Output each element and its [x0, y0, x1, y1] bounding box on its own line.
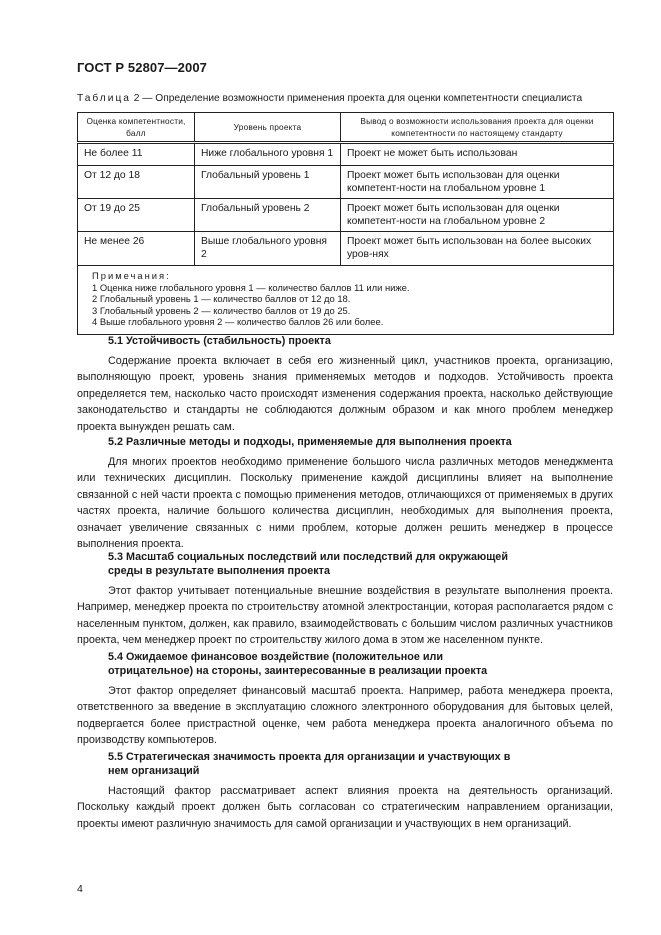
section-body-5-3: Этот фактор учитывает потенциальные внешние воздействия в результате выполнения проекта. Например, менеджер проекта по строительству атомной электростанции, которая располагается рядом с населенным пунктом, должен, как правило, взаимодействовать с большим числом различных участников проекта, чем менеджер проект по строительству жилого дома в этом же населенном пункте. [77, 585, 613, 647]
table-row [78, 143, 614, 166]
section-body-5-2: Для многих проектов необходимо применение большого числа различных методов менеджмента или технических дисциплин. Поскольку применение каждой дисциплины влияет на выполнение связанной с ней части проекта с помощью применения методов, отличающихся от применяемых в других частях проекта, наличие большого количества дисциплин, необходимых для выполнения проекта, означает увеличение связанных с ними проблем, которые должен решить менеджер в процессе выполнения проекта. [77, 456, 613, 551]
cell-score: Не менее 26 [78, 232, 195, 266]
cell-level: Ниже глобального уровня 1 [195, 143, 341, 166]
cell-score: От 19 до 25 [78, 199, 195, 232]
document-header: ГОСТ Р 52807—2007 [77, 60, 207, 75]
table-header-row [78, 113, 614, 143]
note-item: 2 Глобальный уровень 1 — количество баллов от 12 до 18. [92, 293, 351, 305]
section-heading-5-5: 5.5 Стратегическая значимость проекта для организации и участвующих в нем организаций [108, 751, 511, 777]
table-row [78, 166, 614, 199]
notes-title: Примечания: [92, 270, 171, 281]
section-body-5-1: Содержание проекта включает в себя его жизненный цикл, участников проекта, организацию, выполняющую проект, уровень знания применяемых методов и подходов. Устойчивость проекта определяется тем, насколько часто происходят изменения содержания проекта, насколько действующие законодательство и стандарты не соблюдаются должным образом и как много проблем менеджер проекта вынужден решать сам. [77, 355, 613, 433]
table-notes [78, 266, 614, 335]
table-notes-row [78, 266, 614, 335]
cell-score: От 12 до 18 [78, 166, 195, 199]
section-body-5-5: Настоящий фактор рассматривает аспект влияния проекта на деятельность организаций. Поскольку каждый проект должен быть согласован со стратегическим направлением организации, проекты имеют различную значимость для самой организации и участвующих в нем организаций. [77, 785, 613, 830]
section-heading-5-4: 5.4 Ожидаемое финансовое воздействие (положительное или отрицательное) на стороны, заинтересованные в реализации проекта [108, 651, 488, 677]
competence-table [77, 112, 614, 335]
cell-conclusion: Проект не может быть использован [341, 143, 614, 166]
table-caption-label: Таблица [77, 93, 131, 104]
cell-conclusion: Проект может быть использован для оценки компетент-ности на глобальном уровне 1 [341, 166, 614, 199]
section-heading-5-2: 5.2 Различные методы и подходы, применяемые для выполнения проекта [108, 436, 512, 448]
cell-level: Глобальный уровень 2 [195, 199, 341, 232]
table-caption-text: 2 — Определение возможности применения проекта для оценки компетентности специалиста [130, 93, 583, 104]
cell-conclusion: Проект может быть использован для оценки компетент-ности на глобальном уровне 2 [341, 199, 614, 232]
table-row [78, 199, 614, 232]
table-row [78, 232, 614, 266]
column-header-conclusion: Вывод о возможности использования проекта для оценки компетентности по настоящему стандарту [341, 113, 614, 143]
cell-level: Глобальный уровень 1 [195, 166, 341, 199]
section-heading-5-1: 5.1 Устойчивость (стабильность) проекта [108, 335, 331, 347]
column-header-level: Уровень проекта [195, 113, 341, 143]
note-item: 1 Оценка ниже глобального уровня 1 — количество баллов 11 или ниже. [92, 281, 410, 293]
cell-conclusion: Проект может быть использован на более высоких уров-нях [341, 232, 614, 266]
cell-score: Не более 11 [78, 143, 195, 166]
page-number: 4 [77, 883, 83, 895]
section-body-5-4: Этот фактор определяет финансовый масштаб проекта. Например, работа менеджера проекта, ответственного за введение в эксплуатацию сложного электронного оборудования для бытовых целей, подвергается более пристрастной оценке, чем работа менеджера проекта аналогичного объема по производству компьютеров. [77, 685, 613, 747]
note-item: 3 Глобальный уровень 2 — количество баллов от 19 до 25. [92, 304, 351, 316]
column-header-score: Оценка компетентности, балл [78, 113, 195, 143]
cell-level: Выше глобального уровня 2 [195, 232, 341, 266]
section-heading-5-3: 5.3 Масштаб социальных последствий или последствий для окружающей среды в результате выполнения проекта [108, 551, 508, 577]
note-item: 4 Выше глобального уровня 2 — количество баллов 26 или более. [92, 316, 384, 328]
table-caption [77, 93, 582, 104]
